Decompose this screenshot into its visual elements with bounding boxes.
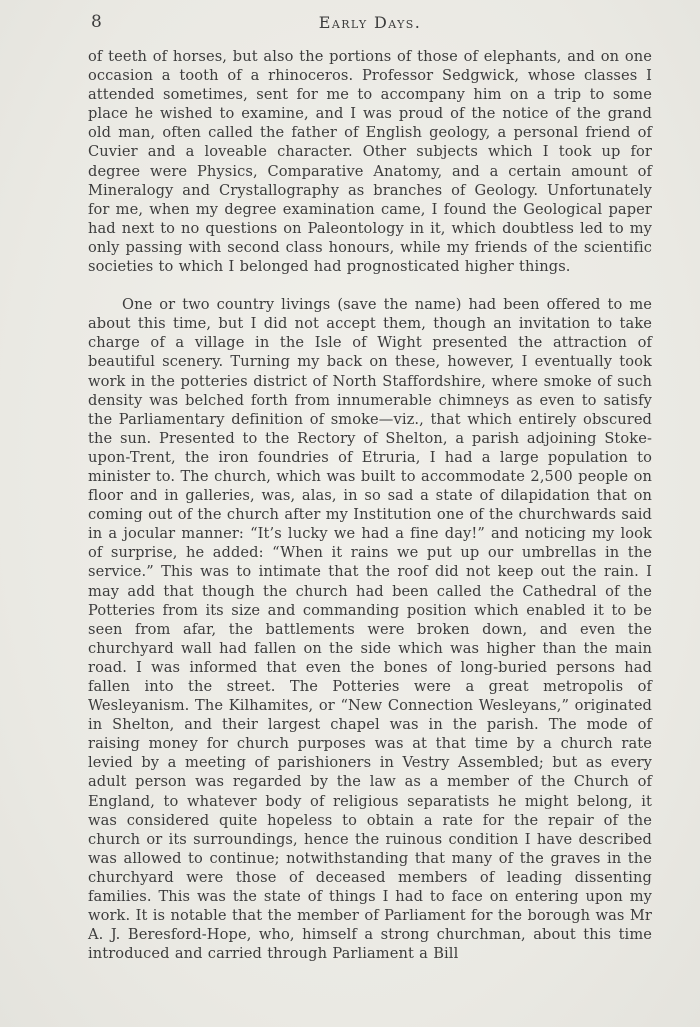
body-text xyxy=(88,47,652,963)
chapter-title: Early Days. xyxy=(318,13,422,32)
running-head xyxy=(88,12,652,36)
paragraph-continued: of teeth of horses, but also the portions of those of elephants, and on one occasion a tooth of a rhinoceros. Professor Sedgwick, whose classes I attended sometimes, sent for me to accompany him on a trip to some place he wished to examine, and I was proud of the notice of the grand old man, often called the father of English geology, a personal friend of Cuvier and a loveable character. Other subjects which I took up for degree were Physics, Comparative Anatomy, and a certain amount of Mineralogy and Crystallography as branches of Geology. Unfortunately for me, when my degree examination came, I found the Geological paper had next to no questions on Paleontology in it, which doubtless led to my only passing with second class honours, while my friends of the scientific societies to which I belonged had prognosticated higher things. xyxy=(88,48,652,276)
paragraph: One or two country livings (save the name) had been offered to me about this time, but I did not accept them, though an invitation to take charge of a village in the Isle of Wight presented the attraction of beautiful scenery. Turning my back on these, however, I eventually took work in the potteries district of North Staffordshire, where smoke of such density was belched forth from innumerable chimneys as even to satisfy the Parliamentary definition of smoke—viz., that which entirely obscured the sun. Presented to the Rectory of Shelton, a parish adjoining Stoke-upon-Trent, the iron foundries of Etruria, I had a large population to minister to. The church, which was built to accommodate 2,500 people on floor and in galleries, was, alas, in so sad a state of dilapidation that on coming out of the church after my Institution one of the churchwards said in a jocular manner: “It’s lucky we had a fine day!” and noticing my look of surprise, he added: “When it rains we put up our umbrellas in the service.” This was to intimate that the roof did not keep out the rain. I may add that though the church had been called the Cathedral of the Potteries from its size and commanding position which enabled it to be seen from afar, the battlements were broken down, and even the churchyard wall had fallen on the side which was higher than the main road. I was informed that even the bones of long-buried persons had fallen into the street. The Potteries were a great metropolis of Wesleyanism. The Kilhamites, or “New Connection Wesleyans,” originated in Shelton, and their largest chapel was in the parish. The mode of raising money for church purposes was at that time by a church rate levied by a meeting of parishioners in Vestry Assembled; but as every adult person was regarded by the law as a member of the Church of England, to whatever body of religious separatists he might belong, it was considered quite hopeless to obtain a rate for the repair of the church or its surroundings, hence the ruinous condition I have described was allowed to continue; notwithstanding that many of the graves in the churchyard were those of deceased members of leading dissenting families. This was the state of things I had to face on entering upon my work. It is notable that the member of Parliament for the borough was Mr A. J. Beresford-Hope, who, himself a strong churchman, about this time introduced and carried through Parliament a Bill xyxy=(88,296,652,963)
page-number: 8 xyxy=(91,12,103,32)
